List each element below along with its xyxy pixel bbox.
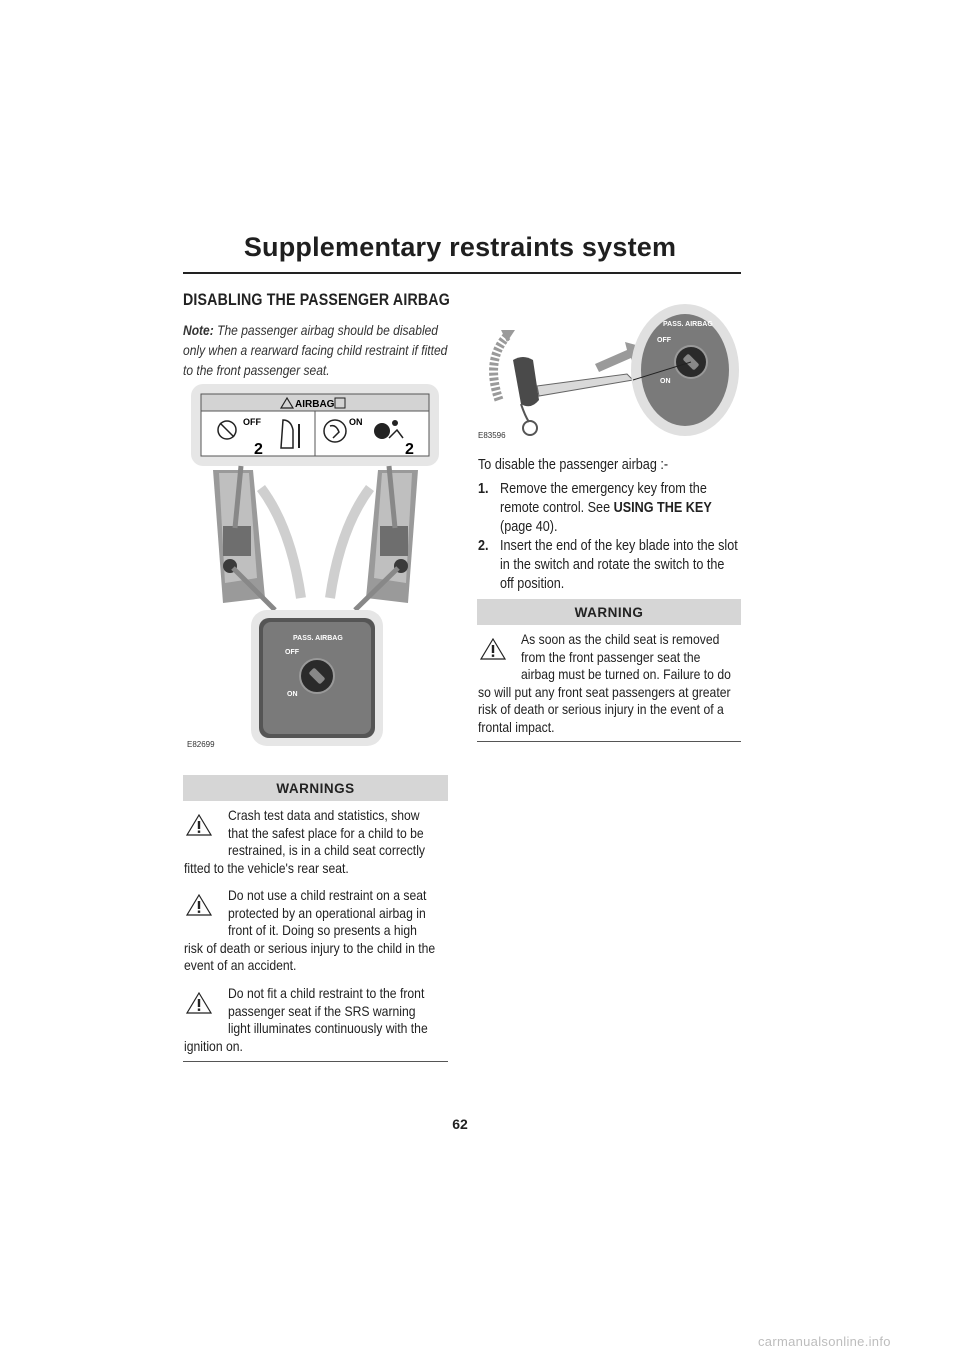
warning-triangle-icon: [185, 813, 213, 837]
page-title: Supplementary restraints system: [243, 232, 677, 262]
warning-item-3: [183, 985, 448, 1059]
warning-triangle-icon: [185, 893, 213, 917]
warning-triangle-icon: [185, 991, 213, 1015]
figure-id-right: E83596: [478, 431, 506, 440]
warning-right-line-5: risk of death or serious injury in the event of a: [478, 701, 724, 717]
switch-title-left: PASS. AIRBAG: [293, 635, 343, 642]
warnings-box: [183, 775, 448, 1062]
warning-3-line-1: Do not fit a child restraint to the front: [228, 985, 425, 1001]
warning-2-line-4: risk of death or serious injury to the child in the: [184, 939, 436, 956]
warning-item-1: [183, 807, 448, 879]
warning-2-line-1: Do not use a child restraint on a seat: [228, 887, 427, 903]
section-heading: DISABLING THE PASSENGER AIRBAG: [183, 291, 450, 309]
key-insertion-illustration: [477, 300, 741, 445]
warning-right-line-2: from the front passenger seat the: [521, 648, 701, 665]
warning-right-line-4: so will put any front seat passengers at greater: [478, 683, 731, 700]
switch-on-right: ON: [660, 378, 671, 385]
switch-on-left: ON: [287, 691, 298, 698]
warning-1-line-3: restrained, is in a child seat correctly: [228, 842, 426, 858]
warning-2-line-3: front of it. Doing so presents a high: [228, 922, 417, 938]
warning-right-line-1: As soon as the child seat is removed: [521, 631, 720, 647]
switch-title-right: PASS. AIRBAG: [663, 321, 713, 328]
warning-3-line-4: ignition on.: [184, 1037, 243, 1054]
airbag-location-illustration: [183, 378, 448, 750]
using-the-key-link[interactable]: USING THE KEY: [613, 500, 712, 516]
step-1-line-1: Remove the emergency key from the: [500, 481, 707, 497]
warning-right-bottom-rule: [477, 741, 741, 742]
warning-box-right: [477, 599, 741, 742]
warning-right-item: [477, 631, 741, 737]
warnings-heading: WARNINGS: [183, 775, 448, 801]
figure-id-left: E82699: [187, 740, 215, 749]
step-2-line-3: off position.: [500, 576, 565, 592]
procedure-step-1: [478, 480, 742, 540]
title-divider: [183, 272, 741, 274]
step-2-line-2: in the switch and rotate the switch to the: [500, 557, 725, 573]
warning-1-line-2: that the safest place for a child to be: [228, 824, 424, 841]
switch-off-right: OFF: [657, 337, 671, 344]
key-insertion-figure: [477, 300, 741, 445]
warning-1-line-1: Crash test data and statistics, show: [228, 807, 420, 823]
note: [183, 320, 450, 380]
label-2b-text: 2: [405, 441, 414, 458]
note-text: The passenger airbag should be disabled only when a rearward facing child restraint if fitted to the front passenger seat.: [183, 322, 448, 378]
warning-item-2: [183, 887, 448, 977]
step-2-number: 2.: [478, 538, 489, 554]
warning-right-line-3: airbag must be turned on. Failure to do: [521, 666, 731, 682]
warning-2-line-2: protected by an operational airbag in: [228, 904, 426, 921]
warning-3-line-3: light illuminates continuously with the: [228, 1020, 428, 1036]
procedure-intro: To disable the passenger airbag :-: [478, 457, 669, 473]
warning-1-line-4: fitted to the vehicle's rear seat.: [184, 859, 349, 876]
label-2a-text: 2: [254, 441, 263, 458]
warning-3-line-2: passenger seat if the SRS warning: [228, 1002, 416, 1019]
note-label: Note:: [183, 322, 214, 338]
step-1-line-3: (page 40).: [500, 519, 558, 535]
step-2-line-1: Insert the end of the key blade into the slot: [500, 538, 738, 554]
step-1-number: 1.: [478, 481, 489, 497]
label-off-text: OFF: [243, 417, 261, 427]
label-airbag-text: AIRBAG: [295, 399, 335, 410]
warning-right-line-6: frontal impact.: [478, 718, 555, 735]
watermark[interactable]: carmanualsonline.info: [758, 1334, 891, 1349]
warning-heading-right: WARNING: [477, 599, 741, 625]
warning-triangle-icon: [479, 637, 507, 661]
page-number: 62: [452, 1116, 468, 1132]
label-on-text: ON: [349, 417, 363, 427]
step-1-line-2: remote control. See USING THE KEY: [500, 500, 712, 516]
airbag-location-figure: [183, 378, 448, 750]
procedure-step-2: [478, 537, 742, 597]
warnings-bottom-rule: [183, 1061, 448, 1062]
warning-2-line-5: event of an accident.: [184, 957, 297, 973]
switch-off-left: OFF: [285, 649, 299, 656]
